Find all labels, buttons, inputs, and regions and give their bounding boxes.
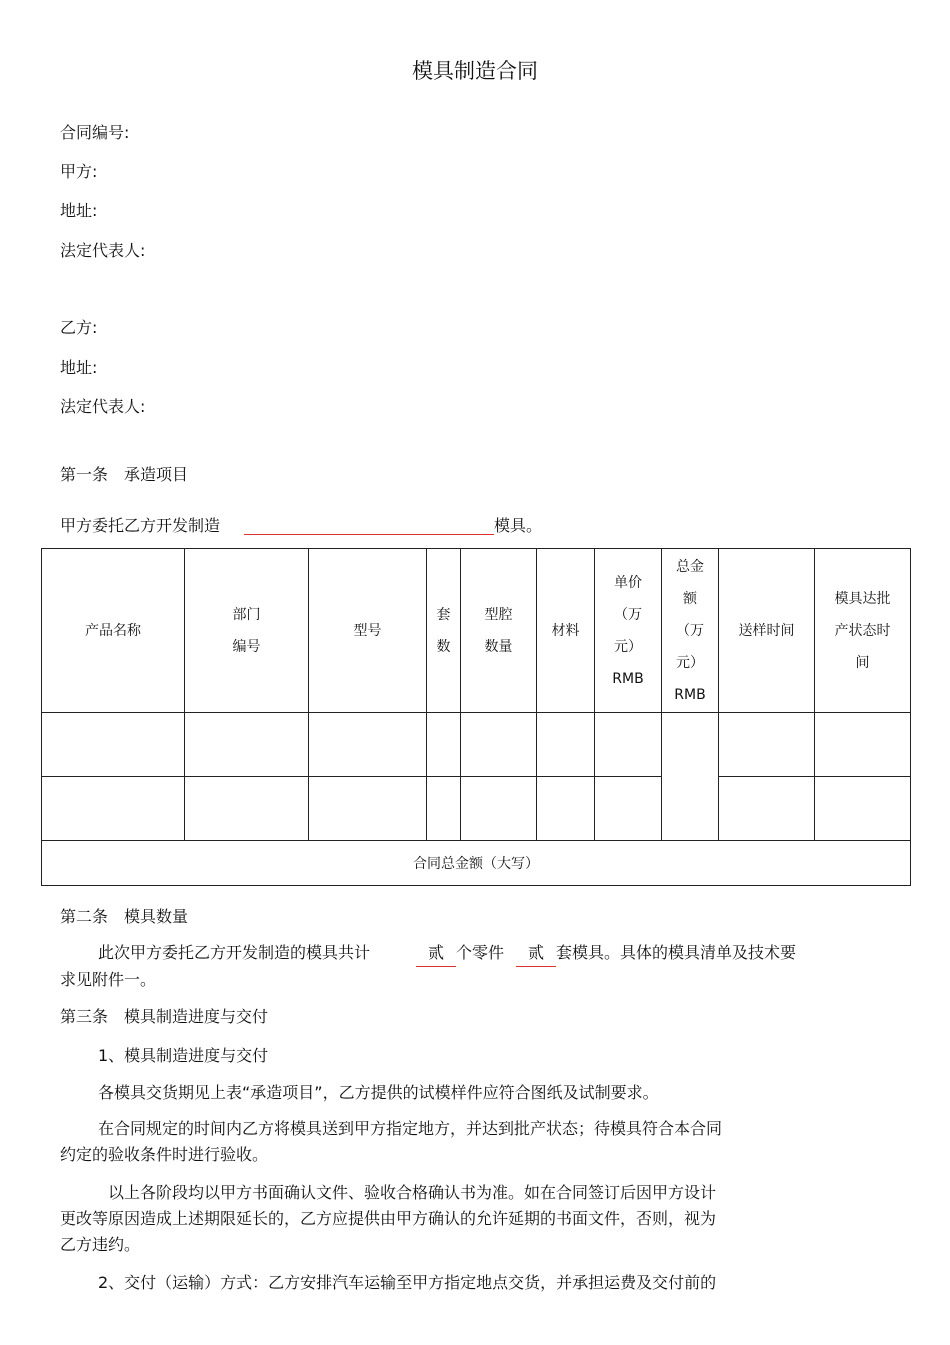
table-cell[interactable] — [815, 777, 911, 841]
article2-paragraph — [60, 940, 870, 993]
total-amount-label: 合同总金额（大写） — [413, 856, 539, 872]
header-sample-time: 送样时间 — [738, 622, 795, 639]
header-cell — [309, 549, 427, 713]
header-material: 材料 — [551, 622, 580, 639]
table-row — [42, 777, 911, 841]
article3-p3-line2: 更改等原因造成上述期限延长的，乙方应提供由甲方确认的允许延期的书面文件，否则，视为 — [60, 1209, 717, 1228]
parts-count[interactable]: 贰 — [416, 940, 456, 967]
table-cell[interactable] — [309, 713, 427, 777]
article2-text-a: 此次甲方委托乙方开发制造的模具共计 — [98, 943, 371, 962]
article3-p2 — [60, 1116, 870, 1168]
article3-p3 — [60, 1180, 870, 1258]
header-cell — [427, 549, 461, 713]
header-cell — [719, 549, 815, 713]
header-dept-no: 部门 编号 — [232, 606, 261, 655]
header-unit-price: 单价 （万 元） RMB — [612, 574, 644, 687]
table-cell[interactable] — [537, 713, 595, 777]
table-cell[interactable] — [719, 713, 815, 777]
article1-sentence — [60, 513, 542, 536]
article3-p3-line1: 以上各阶段均以甲方书面确认文件、验收合格确认书为准。如在合同签订后因甲方设计 — [108, 1183, 717, 1202]
party-b-label: 乙方: — [60, 318, 98, 337]
table-header-row — [42, 549, 911, 713]
page-title: 模具制造合同 — [412, 59, 538, 83]
header-cell — [461, 549, 537, 713]
table-cell[interactable] — [815, 713, 911, 777]
table-row — [42, 713, 911, 777]
article1-heading: 第一条 承造项目 — [60, 465, 189, 484]
article1-sentence-post: 模具。 — [494, 516, 543, 535]
table-cell-total-merged[interactable] — [662, 713, 719, 841]
contract-no-label: 合同编号: — [60, 123, 130, 142]
total-amount-cell[interactable] — [42, 841, 911, 886]
party-b-address-label: 地址: — [60, 358, 98, 377]
table-cell[interactable] — [595, 713, 662, 777]
article2-heading: 第二条 模具数量 — [60, 907, 189, 926]
party-a-label: 甲方: — [60, 162, 98, 181]
header-cavities: 型腔 数量 — [484, 606, 513, 655]
table-cell[interactable] — [461, 777, 537, 841]
header-sets: 套 数 — [436, 606, 451, 655]
header-cell — [42, 549, 185, 713]
article1-sentence-pre: 甲方委托乙方开发制造 — [60, 516, 221, 535]
table-cell[interactable] — [42, 713, 185, 777]
article3-p1: 各模具交货期见上表“承造项目”，乙方提供的试模样件应符合图纸及试制要求。 — [98, 1083, 659, 1102]
article3-sub2: 2、交付（运输）方式：乙方安排汽车运输至甲方指定地点交货，并承担运费及交付前的 — [98, 1273, 717, 1292]
header-cell — [537, 549, 595, 713]
table-cell[interactable] — [185, 713, 309, 777]
table-cell[interactable] — [42, 777, 185, 841]
article3-p3-line3: 乙方违约。 — [60, 1235, 141, 1254]
table-cell[interactable] — [719, 777, 815, 841]
table-cell[interactable] — [427, 777, 461, 841]
article3-sub1: 1、模具制造进度与交付 — [98, 1046, 269, 1065]
table-cell[interactable] — [309, 777, 427, 841]
table-cell[interactable] — [595, 777, 662, 841]
article3-p2-line2: 约定的验收条件时进行验收。 — [60, 1145, 269, 1164]
table-cell[interactable] — [185, 777, 309, 841]
party-b-rep-label: 法定代表人: — [60, 397, 146, 416]
article2-text-d: 求见附件一。 — [60, 970, 157, 989]
header-product-name: 产品名称 — [85, 622, 141, 639]
header-cell — [595, 549, 662, 713]
header-cell — [662, 549, 719, 713]
header-cell — [815, 549, 911, 713]
project-table — [41, 548, 911, 886]
article2-text-b: 个零件 — [456, 943, 505, 962]
header-model: 型号 — [353, 622, 382, 639]
header-cell — [185, 549, 309, 713]
party-a-address-label: 地址: — [60, 201, 98, 220]
header-mass-production-time: 模具达批 产状态时 间 — [834, 590, 891, 671]
table-cell[interactable] — [427, 713, 461, 777]
article2-text-c: 套模具。具体的模具清单及技术要 — [556, 943, 797, 962]
table-cell[interactable] — [537, 777, 595, 841]
sets-count[interactable]: 贰 — [516, 940, 556, 967]
article3-heading: 第三条 模具制造进度与交付 — [60, 1007, 269, 1026]
article3-p2-line1: 在合同规定的时间内乙方将模具送到甲方指定地方，并达到批产状态；待模具符合本合同 — [98, 1119, 723, 1138]
table-total-row — [42, 841, 911, 886]
table-cell[interactable] — [461, 713, 537, 777]
mold-name-blank[interactable] — [244, 516, 494, 535]
header-total-amount: 总金 额 （万 元） RMB — [674, 558, 706, 703]
party-a-rep-label: 法定代表人: — [60, 241, 146, 260]
